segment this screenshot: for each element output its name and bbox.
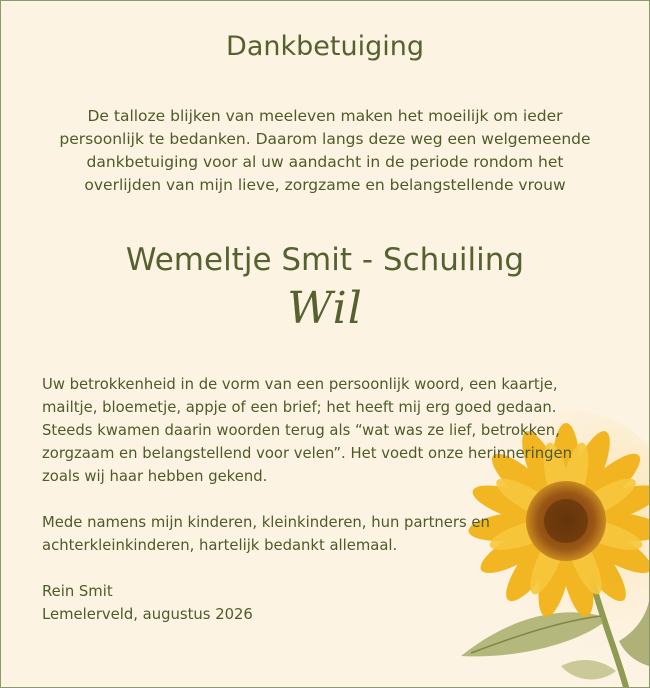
intro-line: overlijden van mijn lieve, zorgzame en belangstellende vrouw xyxy=(84,176,566,194)
paragraph-line: Uw betrokkenheid in de vorm van een persoonlijk woord, een kaartje, xyxy=(42,376,558,393)
card-title: Dankbetuiging xyxy=(226,31,424,62)
intro-line: persoonlijk te bedanken. Daarom langs deze weg een welgemeende xyxy=(59,130,591,148)
paragraph-line: zorgzaam en belangstellend voor velen”. Het voedt onze herinneringen xyxy=(42,445,572,462)
message-body xyxy=(42,373,602,626)
paragraph-line: Steeds kwamen daarin woorden terug als “wat was ze lief, betrokken, xyxy=(42,422,560,439)
intro-line: dankbetuiging voor al uw aandacht in de periode rondom het xyxy=(86,153,564,171)
signature-name: Rein Smit xyxy=(42,583,113,600)
signature-place-date: Lemelerveld, augustus 2026 xyxy=(42,606,253,623)
deceased-name: Wemeltje Smit - Schuiling xyxy=(125,242,525,278)
paragraph-spacer xyxy=(42,488,602,511)
paragraph-line: Mede namens mijn kinderen, kleinkinderen, hun partners en xyxy=(42,514,490,531)
intro-line: De talloze blijken van meeleven maken het moeilijk om ieder xyxy=(87,107,563,125)
nickname: Wil xyxy=(287,283,363,334)
paragraph-line: zoals wij haar hebben gekend. xyxy=(42,468,268,485)
paragraph-line: achterkleinkinderen, hartelijk bedankt allemaal. xyxy=(42,537,398,554)
paragraph-spacer xyxy=(42,557,602,580)
intro-text xyxy=(31,105,619,197)
paragraph-line: mailtje, bloemetje, appje of een brief; het heeft mij erg goed gedaan. xyxy=(42,399,557,416)
